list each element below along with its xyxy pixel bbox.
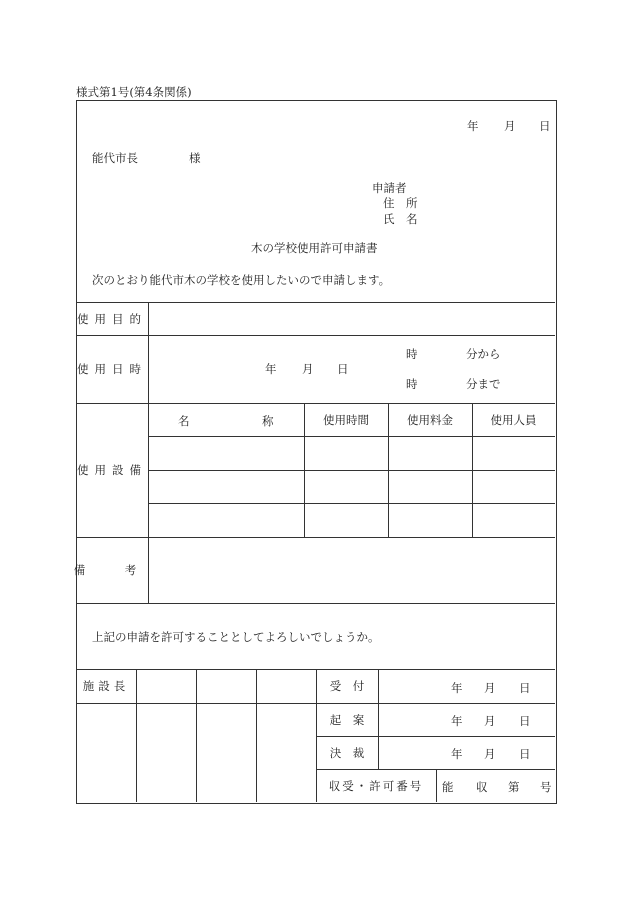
equipment-header-people: 使用人員 — [490, 412, 537, 427]
draft-month: 月 — [484, 714, 496, 728]
received-label: 受 付 — [329, 679, 365, 693]
datetime-end-hour: 時 — [406, 377, 418, 391]
row-label-remarks: 備 考 — [73, 563, 151, 577]
permit-number-d: 号 — [540, 780, 552, 794]
datetime-end-minute: 分まで — [466, 377, 501, 391]
purpose-value[interactable] — [149, 303, 554, 334]
rule — [196, 669, 197, 802]
received-day: 日 — [519, 681, 531, 695]
decision-month: 月 — [484, 747, 496, 761]
rule — [136, 669, 137, 802]
decision-label: 決 裁 — [329, 745, 365, 760]
date-day: 日 — [539, 119, 551, 133]
approval-question: 上記の申請を許可することとしてよろしいでしょうか。 — [92, 630, 380, 644]
equipment-header-name-a: 名 — [178, 414, 190, 428]
addressee-honorific: 様 — [189, 151, 201, 165]
applicant-label: 申請者 — [372, 181, 407, 195]
intro-text: 次のとおり能代市木の学校を使用したいので申請します。 — [92, 273, 391, 287]
datetime-day: 日 — [337, 362, 349, 376]
document-title: 木の学校使用許可申請書 — [251, 241, 378, 255]
rule — [76, 603, 555, 604]
date-year: 年 — [467, 119, 479, 133]
decision-year: 年 — [451, 747, 463, 761]
rule — [436, 769, 437, 802]
permit-number-b: 収 — [476, 780, 488, 794]
permit-number-label: 収受・許可番号 — [328, 778, 424, 793]
director-label: 施設長 — [82, 679, 130, 693]
received-month: 月 — [484, 681, 496, 695]
row-label-equipment: 使用設備 — [77, 463, 147, 477]
date-month: 月 — [504, 119, 516, 133]
datetime-month: 月 — [302, 362, 314, 376]
equipment-header-fee: 使用料金 — [407, 412, 453, 427]
permit-number-c: 第 — [508, 780, 520, 794]
row-label-purpose: 使用目的 — [77, 311, 147, 326]
draft-label: 起 案 — [329, 712, 365, 727]
permit-number-a: 能 — [442, 780, 454, 794]
rule — [148, 503, 555, 504]
datetime-start-minute: 分から — [466, 347, 501, 361]
received-year: 年 — [451, 681, 463, 695]
rule — [256, 669, 257, 802]
datetime-start-hour: 時 — [406, 347, 418, 361]
rule — [148, 436, 555, 437]
applicant-address-label: 住 所 — [383, 196, 418, 210]
draft-year: 年 — [451, 714, 463, 728]
row-label-datetime: 使用日時 — [77, 362, 147, 376]
addressee-name: 能代市長 — [92, 151, 138, 165]
form-number: 様式第1号(第4条関係) — [76, 85, 192, 99]
applicant-name-label: 氏 名 — [383, 212, 418, 226]
draft-day: 日 — [519, 714, 531, 728]
equipment-header-name-b: 称 — [262, 414, 274, 428]
decision-day: 日 — [519, 747, 531, 761]
datetime-year: 年 — [265, 362, 277, 376]
rule — [378, 669, 379, 769]
rule — [148, 470, 555, 471]
rule — [148, 302, 149, 603]
equipment-header-hours: 使用時間 — [323, 412, 369, 427]
